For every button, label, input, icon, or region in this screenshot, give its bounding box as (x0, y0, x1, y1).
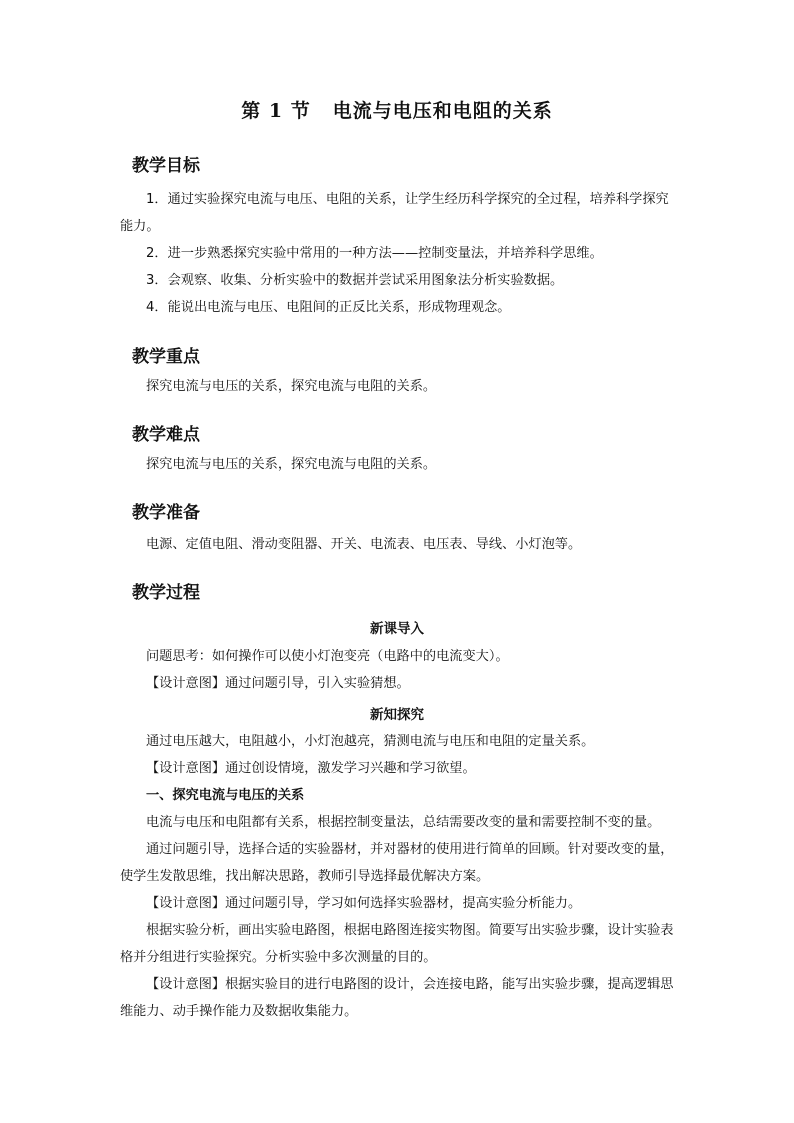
heading-goals: 教学目标 (130, 151, 202, 176)
process-p4: 【设计意图】通过创设情境，激发学习兴趣和学习欲望。 (146, 761, 476, 776)
section-number: 第 1 节 (241, 100, 311, 122)
process-p7: 【设计意图】通过问题引导，学习如何选择实验器材，提高实验分析能力。 (146, 896, 582, 911)
subheading-explore: 新知探究 (370, 707, 424, 723)
process-p5: 电流与电压和电阻都有关系，根据控制变量法，总结需要改变的量和需要控制不变的量。 (146, 815, 661, 830)
process-p3: 通过电压越大，电阻越小，小灯泡越亮，猜测电流与电压和电阻的定量关系。 (146, 734, 595, 749)
prep-text: 电源、定值电阻、滑动变阻器、开关、电流表、电压表、导线、小灯泡等。 (146, 537, 582, 552)
process-sub1: 一、探究电流与电压的关系 (146, 788, 305, 803)
difficult-text: 探究电流与电压的关系，探究电流与电阻的关系。 (146, 457, 437, 472)
heading-process: 教学过程 (130, 578, 202, 603)
process-p6: 通过问题引导，选择合适的实验器材，并对器材的使用进行简单的回顾。针对要改变的量，使学生发散思维，找出解决思路，教师引导选择最优解决方案。 (120, 842, 674, 884)
goal-3: 3．会观察、收集、分析实验中的数据并尝试采用图象法分析实验数据。 (146, 273, 564, 288)
heading-difficult: 教学难点 (130, 420, 202, 445)
process-p8: 根据实验分析，画出实验电路图，根据电路图连接实物图。简要写出实验步骤，设计实验表格并分组进行实验探究。分析实验中多次测量的目的。 (120, 923, 674, 965)
goal-2: 2．进一步熟悉探究实验中常用的一种方法——控制变量法，并培养科学思维。 (146, 246, 603, 261)
key-text: 探究电流与电压的关系，探究电流与电阻的关系。 (146, 379, 437, 394)
section-title: 电流与电压和电阻的关系 (332, 100, 553, 122)
heading-prep: 教学准备 (130, 498, 202, 523)
page-title (0, 96, 794, 123)
subheading-intro: 新课导入 (370, 621, 424, 637)
process-p1: 问题思考：如何操作可以使小灯泡变亮（电路中的电流变大）。 (146, 649, 509, 664)
heading-key: 教学重点 (130, 342, 202, 367)
process-p2: 【设计意图】通过问题引导，引入实验猜想。 (146, 676, 410, 691)
process-p9: 【设计意图】根据实验目的进行电路图的设计，会连接电路，能写出实验步骤，提高逻辑思维能力、动手操作能力及数据收集能力。 (120, 977, 674, 1019)
goal-4: 4．能说出电流与电压、电阻间的正反比关系，形成物理观念。 (146, 300, 511, 315)
goal-1: 1．通过实验探究电流与电压、电阻的关系，让学生经历科学探究的全过程，培养科学探究能力。 (120, 192, 669, 234)
